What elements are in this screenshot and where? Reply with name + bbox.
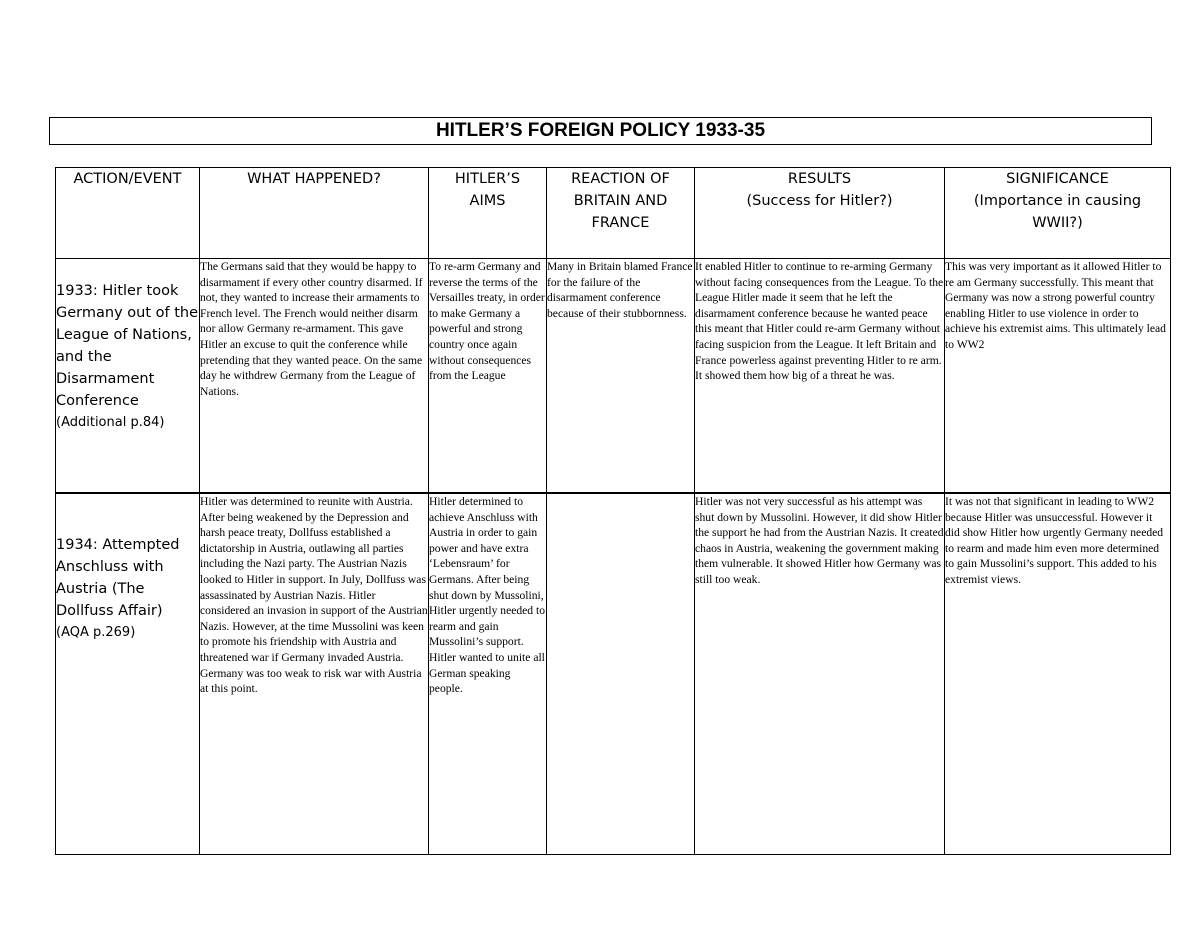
header-significance: SIGNIFICANCE (Importance in causing WWII?) xyxy=(945,168,1171,259)
event-cell xyxy=(56,259,200,494)
aims-cell: Hitler determined to achieve Anschluss with Austria in order to gain power and have extra ‘Lebensraum’ for Germans. After being shut down by Mussolini, Hitler urgently needed to rearm and gain Mussolini’s support. Hitler wanted to unite all German speaking people. xyxy=(429,493,547,855)
event-title: 1933: Hitler took Germany out of the League of Nations, and the Disarmament Conference xyxy=(56,283,198,409)
table-row xyxy=(56,259,1171,494)
foreign-policy-table xyxy=(55,167,1171,855)
event-reference: (Additional p.84) xyxy=(56,415,165,430)
results-cell: Hitler was not very successful as his attempt was shut down by Mussolini. However, it did show Hitler the support he had from the Austrian Nazis. It created chaos in Austria, weakening the government making them vulnerable. It showed Hitler how Germany was still too weak. xyxy=(695,493,945,855)
event-cell xyxy=(56,493,200,855)
header-hitlers-aims: HITLER’S AIMS xyxy=(429,168,547,259)
table-row xyxy=(56,493,1171,855)
header-reaction: REACTION OF BRITAIN AND FRANCE xyxy=(547,168,695,259)
significance-cell: It was not that significant in leading to WW2 because Hitler was unsuccessful. However it did show Hitler how urgently Germany needed to rearm and made him even more determined to gain Mussolini’s support. This added to his extremist views. xyxy=(945,493,1171,855)
header-what-happened: WHAT HAPPENED? xyxy=(200,168,429,259)
significance-cell: This was very important as it allowed Hitler to re am Germany successfully. This meant that Germany was now a strong powerful country enabling Hitler to use violence in order to achieve his extremist aims. This ultimately lead to WW2 xyxy=(945,259,1171,494)
event-reference: (AQA p.269) xyxy=(56,625,136,640)
what-happened-cell: Hitler was determined to reunite with Austria. After being weakened by the Depression and harsh peace treaty, Dollfuss established a dictatorship in Austria, outlawing all parties including the Nazi party. The Austrian Nazis looked to Hitler in support. In July, Dollfuss was assassinated by Austrian Nazis. Hitler considered an invasion in support of the Austrian Nazis. However, at the time Mussolini was keen to promote his friendship with Austria and threatened war if Germany invaded Austria. Germany was too weak to risk war with Austria at this point. xyxy=(200,493,429,855)
reaction-cell xyxy=(547,493,695,855)
reaction-cell: Many in Britain blamed France for the failure of the disarmament conference because of their stubbornness. xyxy=(547,259,695,494)
header-results: RESULTS (Success for Hitler?) xyxy=(695,168,945,259)
document-title: HITLER’S FOREIGN POLICY 1933-35 xyxy=(49,117,1152,145)
what-happened-cell: The Germans said that they would be happy to disarmament if every other country disarmed. If not, they wanted to increase their armaments to French level. The French would neither disarm nor allow Germany re-armament. This gave Hitler an excuse to quit the conference while pretending that they wanted peace. On the same day he withdrew Germany from the League of Nations. xyxy=(200,259,429,494)
event-title: 1934: Attempted Anschluss with Austria (The Dollfuss Affair) xyxy=(56,537,180,619)
results-cell: It enabled Hitler to continue to re-arming Germany without facing consequences from the League. To the League Hitler made it seem that he left the disarmament conference because he wanted peace this meant that Hitler could re-arm Germany without facing suspicion from the League. It left Britain and France powerless against preventing Hitler to re arm. It showed them how big of a threat he was. xyxy=(695,259,945,494)
header-action-event: ACTION/EVENT xyxy=(56,168,200,259)
table-header-row xyxy=(56,168,1171,259)
aims-cell: To re-arm Germany and reverse the terms of the Versailles treaty, in order to make Germany a powerful and strong country once again without consequences from the League xyxy=(429,259,547,494)
